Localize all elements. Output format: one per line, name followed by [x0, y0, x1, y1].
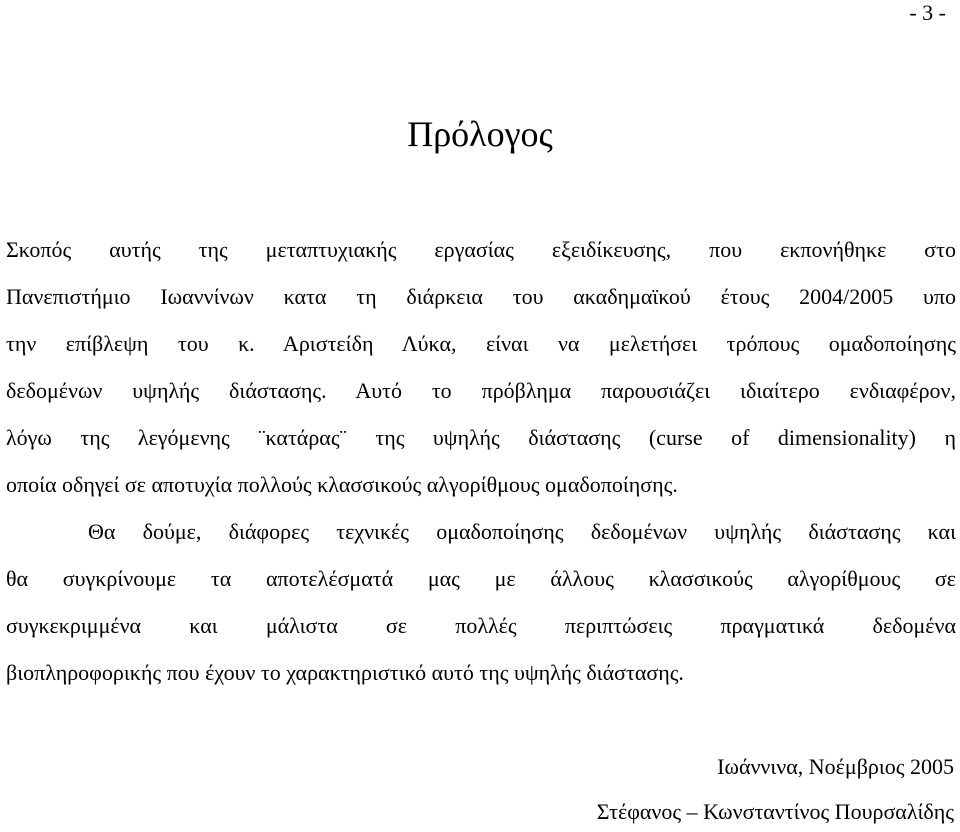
text-line: Πανεπιστήμιο Ιωαννίνων κατα τη διάρκεια του ακαδημαϊκού έτους 2004/2005 υπο [6, 284, 956, 309]
text-line: λόγω της λεγόμενης ¨κατάρας¨ της υψηλής διάστασης (curse of dimensionality) η [6, 425, 956, 450]
paragraph-methods [6, 508, 956, 696]
text-line: Θα δούμε, διάφορες τεχνικές ομαδοποίησης δεδομένων υψηλής διάστασης και [88, 519, 956, 544]
text-line: δεδομένων υψηλής διάστασης. Αυτό το πρόβλημα παρουσιάζει ιδιαίτερο ενδιαφέρον, [6, 378, 956, 403]
page-number: - 3 - [909, 0, 946, 25]
signature-place-date: Ιωάννινα, Νοέμβριος 2005 [717, 754, 954, 779]
page-title: Πρόλογος [407, 114, 553, 154]
text-line: βιοπληροφορικής που έχουν το χαρακτηριστικό αυτό της υψηλής διάστασης. [6, 660, 684, 685]
paragraph-purpose [6, 226, 956, 508]
text-line: την επίβλεψη του κ. Αριστείδη Λύκα, είναι να μελετήσει τρόπους ομαδοποίησης [6, 331, 956, 356]
text-line: Σκοπός αυτής της μεταπτυχιακής εργασίας εξειδίκευσης, που εκπονήθηκε στο [6, 237, 956, 262]
text-line: θα συγκρίνουμε τα αποτελέσματά μας με άλλους κλασσικούς αλγορίθμους σε [6, 566, 956, 591]
signature-author: Στέφανος – Κωνσταντίνος Πουρσαλίδης [596, 799, 954, 824]
text-line: συγκεκριμμένα και μάλιστα σε πολλές περιπτώσεις πραγματικά δεδομένα [6, 613, 956, 638]
text-line: οποία οδηγεί σε αποτυχία πολλούς κλασσικούς αλγορίθμους ομαδοποίησης. [6, 472, 678, 497]
